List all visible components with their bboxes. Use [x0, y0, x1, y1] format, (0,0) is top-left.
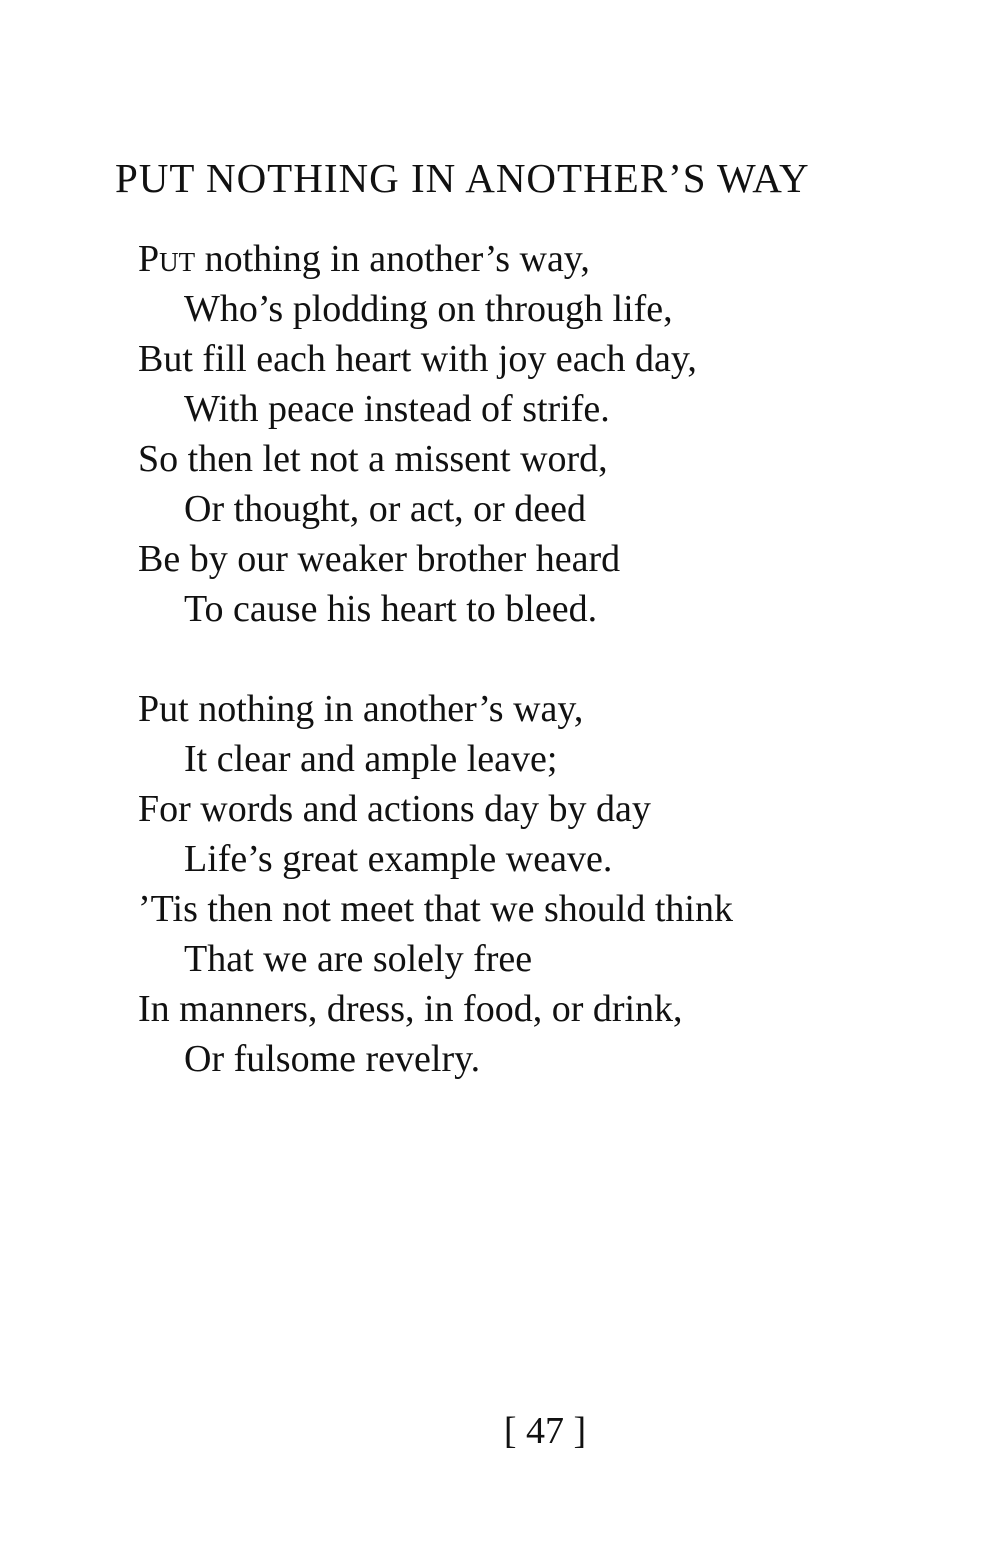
- poem-line: But fill each heart with joy each day,: [138, 338, 697, 380]
- poem-line: It clear and ample leave;: [184, 738, 558, 780]
- poem-line: That we are solely free: [184, 938, 533, 980]
- stanza-2: [138, 684, 978, 1084]
- line-text: nothing in another’s way,: [195, 238, 590, 280]
- poem-line: Or fulsome revelry.: [184, 1038, 481, 1080]
- page-number: [ 47 ]: [503, 1410, 587, 1452]
- poem-line: Who’s plodding on through life,: [184, 288, 673, 330]
- poem-line: For words and actions day by day: [138, 788, 651, 830]
- poem-line: Put nothing in another’s way,: [138, 688, 584, 730]
- poem-title: PUT NOTHING IN ANOTHER’S WAY: [115, 155, 810, 201]
- poem-line: With peace instead of strife.: [184, 388, 610, 430]
- poem-line: In manners, dress, in food, or drink,: [138, 988, 683, 1030]
- poem-line: ’Tis then not meet that we should think: [138, 888, 733, 930]
- poem-line: Or thought, or act, or deed: [184, 488, 587, 530]
- poem-line: So then let not a missent word,: [138, 438, 608, 480]
- drop-word: Put: [138, 238, 196, 280]
- poem-line: Be by our weaker brother heard: [138, 538, 621, 580]
- poem-line: Life’s great example weave.: [184, 838, 613, 880]
- poem-line: To cause his heart to bleed.: [184, 588, 598, 630]
- poem-line: [138, 234, 978, 284]
- stanza-1: [138, 234, 978, 634]
